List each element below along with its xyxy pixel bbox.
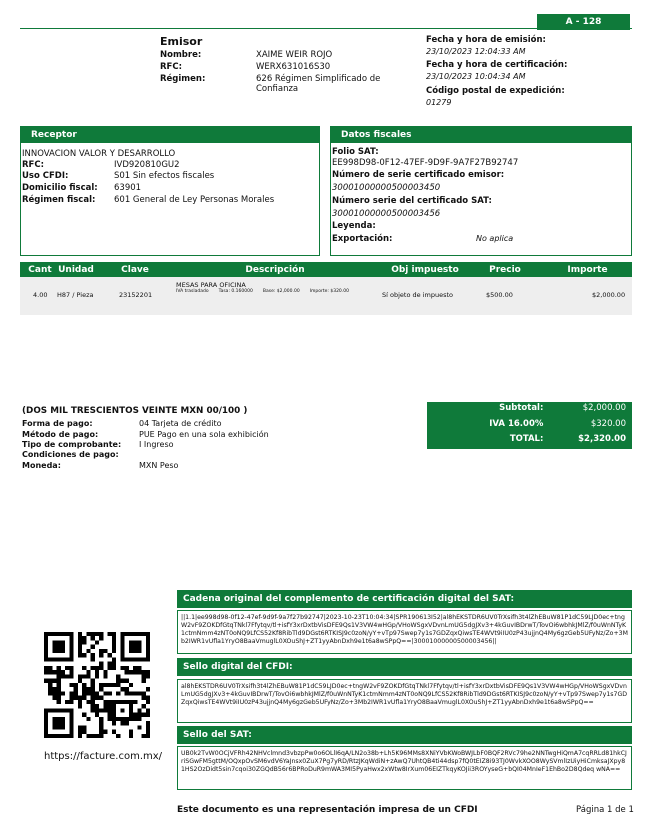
receptor-regimen-label: Régimen fiscal: [22,195,96,205]
total-value: $2,320.00 [578,434,626,444]
tipo-comprobante-row [22,440,174,449]
subtotal-value: $2,000.00 [582,403,626,413]
forma-pago-row [22,419,222,428]
moneda-row [22,461,178,470]
iva-row [427,419,632,434]
certificacion-value: 23/10/2023 10:04:34 AM [426,72,526,81]
col-descripcion: Descripción [245,264,305,275]
condiciones-pago-row [22,450,139,459]
row-tasa: Tasa: 0.160000 [218,289,253,294]
page-number: Página 1 de 1 [576,805,634,815]
row-obj-impuesto: Sí objeto de impuesto [382,291,453,299]
sello-sat-title: Sello del SAT: [177,726,632,744]
table-row [20,277,632,315]
cp-value: 01279 [426,98,452,107]
top-divider [20,28,632,29]
forma-pago: 04 Tarjeta de crédito [139,419,222,428]
moneda-label: Moneda: [22,461,61,470]
condiciones-pago-label: Condiciones de pago: [22,450,119,459]
subtotal-label: Subtotal: [499,403,544,413]
row-descripcion: MESAS PARA OFICINA [176,281,246,289]
cadena-title: Cadena original del complemento de certificación digital del SAT: [177,590,632,608]
certificacion-label: Fecha y hora de certificación: [426,60,568,70]
sello-cfdi-text: al8hEKSTDR6UV0TrXsifh3t4lZhEBuW81P1dC59LJD0ec+tngW2vF9ZOKDfGtqTNkl7Ffytqv/tl+isfY3xrDxtbVisDFE9Qs1V3VW4wHGp/VHoWSgxVDvnLmUG5dgJXv3+4kGuvIBDrwT/TovOi6wbhkJMlZ/f0uWnNTyK1ctmNmm4zNT0oNQ9LfCS52Kf8RibTld9DGst6RTKISJ9c0zoN/yY+vTp97Swep7y1s7GDZqxQiwsTE4WVt9iIU0zP43ujjnQ4My6gzGeb5UFyNz/Zo+3Mb2IWR1vUfla1YryO8BaaVmuglL0XOuShJ+ZT1yyAbnDxh9e1t6a8wSPpQ== [177,679,632,723]
serie-emisor: 30001000000500003450 [332,183,441,193]
iva-label: IVA 16.00% [489,419,544,429]
receptor-domicilio: 63901 [114,183,142,193]
total-label: TOTAL: [509,434,544,444]
row-iva-label: IVA trasladado [176,289,209,294]
receptor-uso: S01 Sin efectos fiscales [114,171,215,181]
receptor-title: Receptor [21,127,319,143]
qr-code [44,632,150,738]
iva-value: $320.00 [590,419,626,429]
forma-pago-label: Forma de pago: [22,419,93,428]
receptor-regimen-row [22,195,274,205]
serie-sat-label: Número serie del certificado SAT: [332,196,492,206]
receptor-nombre: INNOVACION VALOR Y DESARROLLO [22,149,176,159]
subtotal-row [427,403,632,418]
col-clave: Clave [121,264,149,275]
receptor-rfc: IVD920810GU2 [114,160,180,170]
emisor-nombre: XAIME WEIR ROJO [256,50,333,60]
receptor-domicilio-row [22,183,141,193]
qr-url: https://facture.com.mx/ [44,751,163,762]
row-precio: $500.00 [486,291,513,299]
importe-letra: (DOS MIL TRESCIENTOS VEINTE MXN 00/100 ) [22,406,248,416]
row-clave: 23152201 [119,291,153,299]
emisor-regimen: 626 Régimen Simplificado de Confianza [256,74,381,94]
metodo-pago-row [22,430,269,439]
receptor-rfc-row [22,160,180,170]
sello-cfdi-title: Sello digital del CFDI: [177,658,632,676]
cadena-text: ||1.1|ee998d98-0f12-47ef-9d9f-9a7f27b92747|2023-10-23T10:04:34|SPR190613I52|al8hEKSTDR6UV0TrXsifh3t4lZhEBuW81P1dC59LJD0ec+tngW2vF9ZOKDfGtqTNkl7Ffytqv/tl+isfY3xrDxtbVisDFE9Qs1V3VW4wHGp/VHoWSgxVDvnLmUG5dgJXv3+4kGuvIBDrwT/TovOi6wbhkJMlZ/f0uWnNTyK1ctmNmm4zNT0oNQ9LfCS52Kf8RibTld9DGst6RTKISJ9c0zoN/yY+vTp97Swep7y1s7GDZqxQiwsTE4WVt9iIU0zP43ujjnQ4My6gzGeb5UFyNz/Zo+3Mb2IWR1vUfla1YryO8BaaVmuglL0XOuShJ+ZT1yyAbnDxh9e1t6a8wSPpQ==|30001000000500003456|| [177,610,632,654]
col-importe: Importe [567,264,608,275]
col-unidad: Unidad [58,264,94,275]
emision-value: 23/10/2023 12:04:33 AM [426,47,526,56]
row-importe: $2,000.00 [592,291,626,299]
row-unidad: H87 / Pieza [57,291,94,299]
emisor-regimen-row [160,74,391,94]
tipo-comprobante: I Ingreso [139,440,174,449]
tipo-comprobante-label: Tipo de comprobante: [22,440,122,449]
col-precio: Precio [489,264,521,275]
exportacion-value: No aplica [476,234,514,243]
metodo-pago: PUE Pago en una sola exhibición [139,430,269,439]
emisor-regimen-label: Régimen: [160,74,206,84]
receptor-uso-label: Uso CFDI: [22,171,69,181]
receptor-uso-row [22,171,214,181]
serie-sat: 30001000000500003456 [332,209,441,219]
col-cant: Cant [28,264,52,275]
row-base: Base: $2,000.00 [262,289,300,294]
total-row [427,434,632,449]
row-cant: 4.00 [33,291,48,299]
receptor-rfc-label: RFC: [22,160,44,170]
leyenda-label: Leyenda: [332,221,376,231]
moneda: MXN Peso [139,461,179,470]
folio-sat-label: Folio SAT: [332,147,379,157]
emisor-rfc-label: RFC: [160,62,182,72]
emision-label: Fecha y hora de emisión: [426,35,546,45]
receptor-regimen: 601 General de Ley Personas Morales [114,195,275,205]
receptor-domicilio-label: Domicilio fiscal: [22,183,98,193]
row-importe-iva: Importe: $320.00 [309,289,349,294]
folio-tag: A - 128 [537,14,630,30]
datos-fiscales-title: Datos fiscales [331,127,631,143]
cp-label: Código postal de expedición: [426,86,565,96]
emisor-nombre-label: Nombre: [160,50,202,60]
emisor-title: Emisor [160,35,203,48]
folio-sat: EE998D98-0F12-47EF-9D9F-9A7F27B92747 [332,158,519,168]
emisor-nombre-row [160,50,391,60]
serie-emisor-label: Número de serie certificado emisor: [332,170,505,180]
exportacion-label: Exportación: [332,234,393,244]
emisor-rfc: WERX631016S30 [256,62,331,72]
col-obj-impuesto: Obj impuesto [391,264,459,275]
row-iva-detail [176,289,349,294]
sello-sat-text: UB0k2TvW0OCjVFRh42NHVclmnd3vbzpPw0o6OLlI6qA/LN2o38b+Lh5K96MMs8XNiYVbKWoBWJLbF0BQF2RVc79he2NNTwgHiQmA7cqRRLd81hkCJriSGwFM5gttM/OQxpOvSM6vdV6YaJnsx0ZuX7Pg7yRD/RtzJKqWdiN+zAwQ7UhtQB4ti44dsp7fQ0tEIZ8i93TJ0WvkXOO8WySVmlIzUiyHiCmksaJXpy81HS2OzDidt5sin7cqoi30ZGQdB56r6BPRoDuR9mWA3MI5PyaHwx2xWtw8IrXum06EIZTkqyKOJii3ROYyseG+bQI04MnIeF1EhBo2D8Qdeq wNA== [177,746,632,790]
footer-note: Este documento es una representación impresa de un CFDI [177,805,478,815]
metodo-pago-label: Método de pago: [22,430,99,439]
emisor-rfc-row [160,62,391,72]
